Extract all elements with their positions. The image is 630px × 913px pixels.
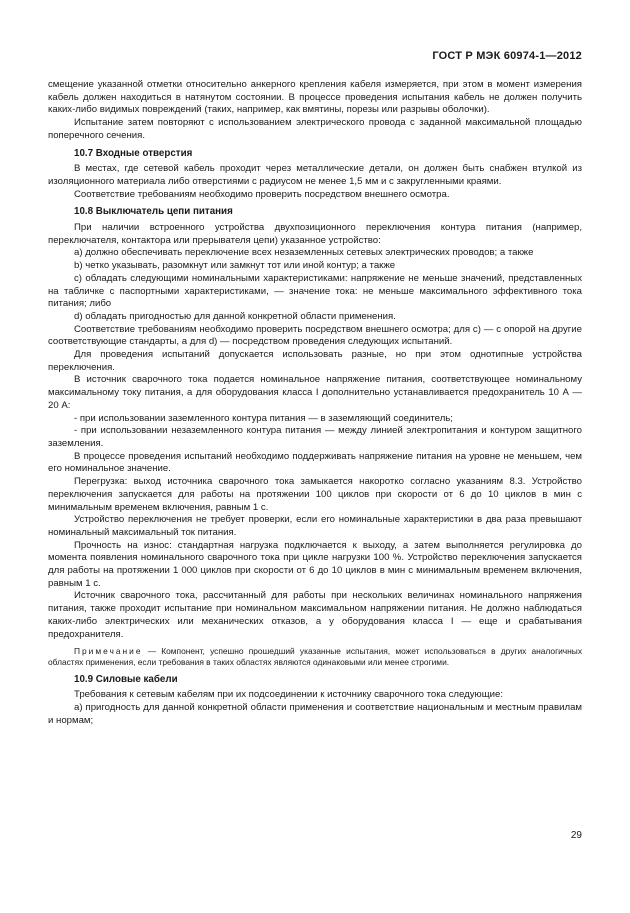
paragraph: Испытание затем повторяют с использованием электрического провода с заданной максимальной площадью поперечного сечения. bbox=[48, 117, 582, 141]
paragraph: В процессе проведения испытаний необходимо поддерживать напряжение питания на уровне не меньшем, чем его номинальное значение. bbox=[48, 450, 582, 475]
page-number: 29 bbox=[570, 830, 582, 841]
list-item: - при использовании незаземленного контура питания — между линией электропитания и контуром защитного заземления. bbox=[48, 425, 582, 449]
section-heading-10-8: 10.8 Выключатель цепи питания bbox=[74, 206, 233, 218]
paragraph: Устройство переключения не требует проверки, если его номинальные характеристики в два раза превышают номинальный максимальный ток питания. bbox=[48, 514, 582, 538]
paragraph: Требования к сетевым кабелям при их подсоединении к источнику сварочного тока следующие: bbox=[74, 689, 503, 701]
section-heading-10-9: 10.9 Силовые кабели bbox=[74, 673, 178, 685]
paragraph: смещение указанной отметки относительно анкерного крепления кабеля измеряется, при этом в момент измерения кабель должен находиться в натянутом состоянии. В процессе проведения испытания кабель не должен получить каких-либо видимых повреждений (таких, например, как вмятины, порезы или разрывы оболочки). bbox=[48, 79, 582, 116]
paragraph: При наличии встроенного устройства двухпозиционного переключения контура питания (например, переключателя, контактора или прерывателя цепи) указанное устройство: bbox=[48, 222, 582, 246]
paragraph: Соответствие требованиям необходимо проверить посредством внешнего осмотра; для c) — с опорой на другие соответствующие стандарты, а для d) — посредством проведения следующих испытаний. bbox=[48, 323, 582, 348]
standard-header: ГОСТ Р МЭК 60974-1—2012 bbox=[432, 50, 582, 62]
paragraph: Источник сварочного тока, рассчитанный для работы при нескольких величинах номинального напряжения питания, также проходит испытание при номинальном максимальном напряжении питания. Не должно наблюдаться каких-либо электрических или механических отказов, а у оборудования класса I — еще и срабатывания предохранителя. bbox=[48, 590, 582, 640]
list-item: d) обладать пригодностью для данной конкретной области применения. bbox=[74, 310, 396, 322]
list-item: - при использовании заземленного контура питания — в заземляющий соединитель; bbox=[74, 412, 453, 424]
note-label: Примечание bbox=[74, 646, 143, 657]
list-item: b) четко указывать, разомкнут или замкнут тот или иной контур; а также bbox=[74, 260, 396, 272]
note bbox=[48, 646, 582, 668]
paragraph: Перегрузка: выход источника сварочного тока замыкается накоротко согласно указаниям 8.3. Устройство переключения запускается для работы на протяжении 100 циклов при скорости от 6 до 10 циклов в мин с минимальным временем включения, равным 1 с. bbox=[48, 476, 582, 513]
list-item: a) должно обеспечивать переключение всех незаземленных сетевых электрических проводов; а также bbox=[74, 247, 534, 259]
note-text: — Компонент, успешно прошедший указанные испытания, может использоваться в других аналогичных областях применения, если требования в таких областях являются одинаковыми или менее строгими. bbox=[48, 646, 583, 668]
section-heading-10-7: 10.7 Входные отверстия bbox=[74, 147, 193, 159]
paragraph: Для проведения испытаний допускается использовать разные, но при этом однотипные устройства переключения. bbox=[48, 349, 582, 373]
list-item: a) пригодность для данной конкретной области применения и соответствие национальным и местным правилам и нормам; bbox=[48, 702, 582, 726]
document-body bbox=[48, 79, 582, 727]
paragraph: Соответствие требованиям необходимо проверить посредством внешнего осмотра. bbox=[74, 188, 450, 200]
paragraph: В местах, где сетевой кабель проходит через металлические детали, он должен быть снабжен втулкой из изоляционного материала либо отверстиями с радиусом не менее 1,5 мм и с закругленными краями. bbox=[48, 163, 582, 187]
paragraph: Прочность на износ: стандартная нагрузка подключается к выходу, а затем выполняется регулировка до момента появления номинального сварочного тока при цикле нагрузки 100 %. Устройство переключения запускается для работы на протяжении 1 000 циклов при скорости от 6 до 10 циклов в мин с минимальным временем включения, равным 1 с. bbox=[48, 539, 582, 589]
list-item: c) обладать следующими номинальными характеристиками: напряжение не меньше значений, представленных на табличке с паспортными характеристиками, — значение тока: не меньше максимального эффективного тока питания; либо bbox=[48, 272, 582, 310]
paragraph: В источник сварочного тока подается номинальное напряжение питания, соответствующее номинальному максимальному току питания, а для оборудования класса I дополнительно устанавливается предохранитель 10 А — 20 А: bbox=[48, 374, 582, 411]
